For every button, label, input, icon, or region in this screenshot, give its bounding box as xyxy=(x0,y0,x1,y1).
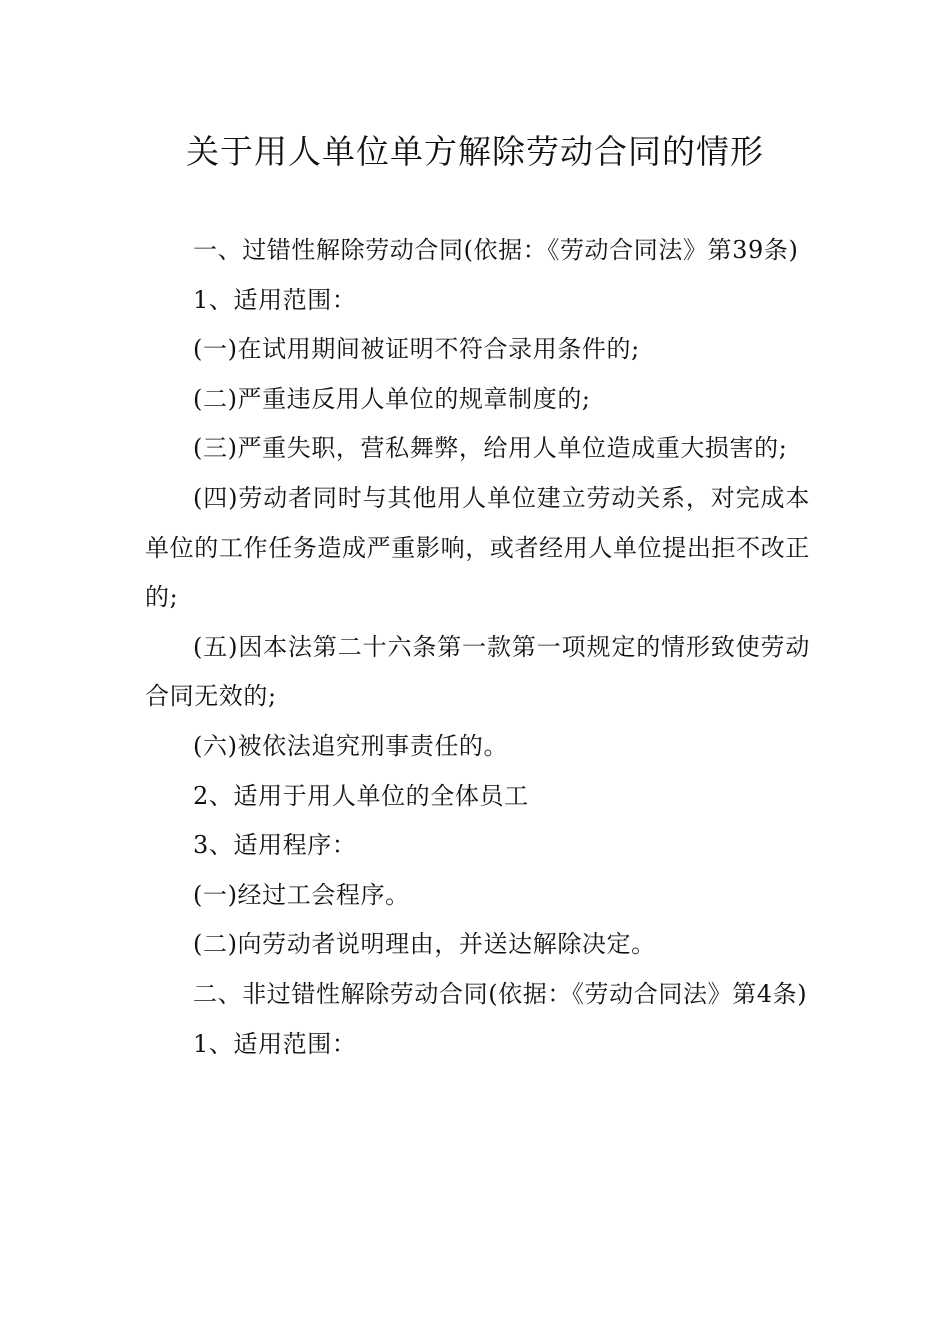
list-item: (一)在试用期间被证明不符合录用条件的; xyxy=(193,335,640,364)
scope-heading: 1、适用范围： xyxy=(193,1029,357,1058)
list-item: (三)严重失职，营私舞弊，给用人单位造成重大损害的; xyxy=(193,434,788,463)
document-title: 关于用人单位单方解除劳动合同的情形 xyxy=(186,132,764,171)
scope-heading: 1、适用范围： xyxy=(193,285,357,314)
applicability-line: 2、适用于用人单位的全体员工 xyxy=(193,781,529,810)
list-item: (五)因本法第二十六条第一款第一项规定的情形致使劳动合同无效的; xyxy=(145,632,810,711)
list-item: (四)劳动者同时与其他用人单位建立劳动关系，对完成本单位的工作任务造成严重影响，或者经用人单位提出拒不改正的; xyxy=(145,483,810,612)
section-heading-1: 一、过错性解除劳动合同(依据：《劳动合同法》第39条) xyxy=(193,236,799,264)
section-heading-2: 二、非过错性解除劳动合同(依据：《劳动合同法》第4条) xyxy=(193,979,808,1008)
procedure-heading: 3、适用程序： xyxy=(193,831,357,860)
document-body xyxy=(145,226,810,1069)
list-item: (二)向劳动者说明理由，并送达解除决定。 xyxy=(193,930,656,959)
list-item: (六)被依法追究刑事责任的。 xyxy=(193,731,509,760)
list-item: (二)严重违反用人单位的规章制度的; xyxy=(193,384,591,413)
list-item: (一)经过工会程序。 xyxy=(193,880,410,909)
